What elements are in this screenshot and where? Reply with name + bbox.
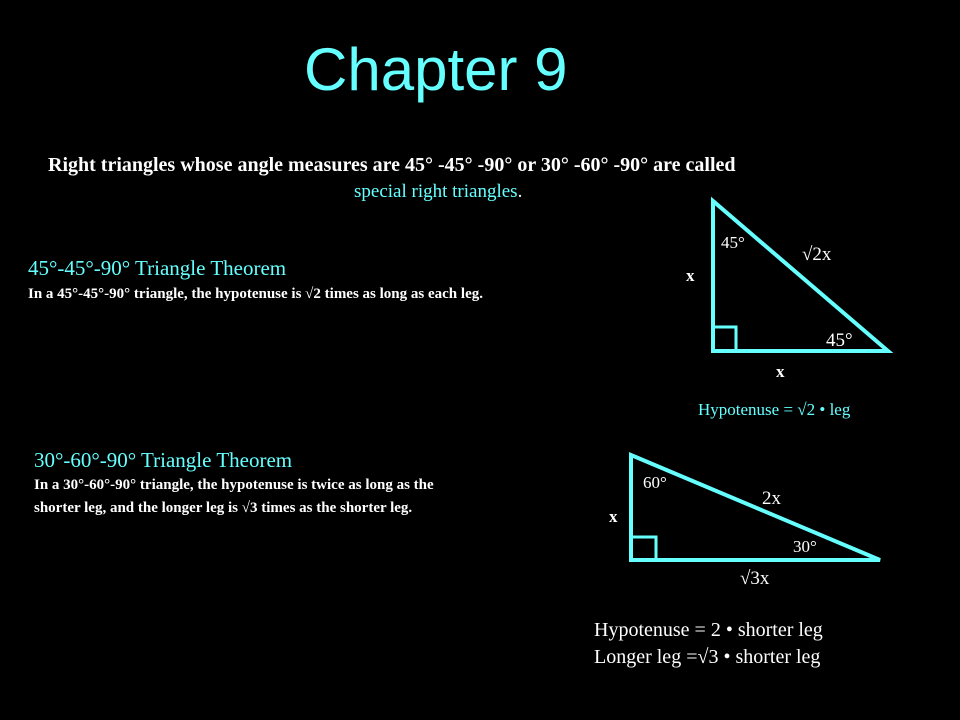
triangle-45-formula: Hypotenuse = √2 • leg [698,400,851,419]
triangle-30-angle-right: 30° [793,537,817,556]
special-right-triangles-term: special right triangles [354,181,518,202]
page-title: Chapter 9 [304,36,568,103]
triangle-30-vertical-leg-label: x [609,507,618,526]
triangle-45-angle-top: 45° [721,233,745,252]
triangle-30-horizontal-leg-label: √3x [740,568,770,589]
triangle-45-horizontal-leg-label: x [776,362,785,381]
intro-text: Right triangles whose angle measures are 45° -45° -90° or 30° -60° -90° are called [48,154,736,176]
triangle-45-angle-bottom: 45° [826,330,853,351]
theorem-45-text: In a 45°-45°-90° triangle, the hypotenuse is √2 times as long as each leg. [28,286,483,302]
triangle-45-shape [713,201,888,351]
theorem-30-text-line2: shorter leg, and the longer leg is √3 times as the shorter leg. [34,500,413,516]
triangle-30-formula-hypotenuse: Hypotenuse = 2 • shorter leg [594,619,823,641]
triangle-45-hypotenuse-label: √2x [802,244,832,265]
triangle-30-shape [631,455,880,560]
triangle-30-angle-top: 60° [643,473,667,492]
triangle-30-formula-longer-leg: Longer leg =√3 • shorter leg [594,646,821,668]
theorem-30-title: 30°-60°-90° Triangle Theorem [34,448,293,472]
intro-period: . [517,181,523,202]
triangle-45-right-angle-marker [713,327,736,351]
triangle-30-right-angle-marker [631,537,656,560]
triangle-45-vertical-leg-label: x [686,266,695,285]
triangle-30-hypotenuse-label: 2x [762,488,781,509]
theorem-30-text-line1: In a 30°-60°-90° triangle, the hypotenuse is twice as long as the [34,477,434,493]
theorem-45-title: 45°-45°-90° Triangle Theorem [28,256,287,280]
